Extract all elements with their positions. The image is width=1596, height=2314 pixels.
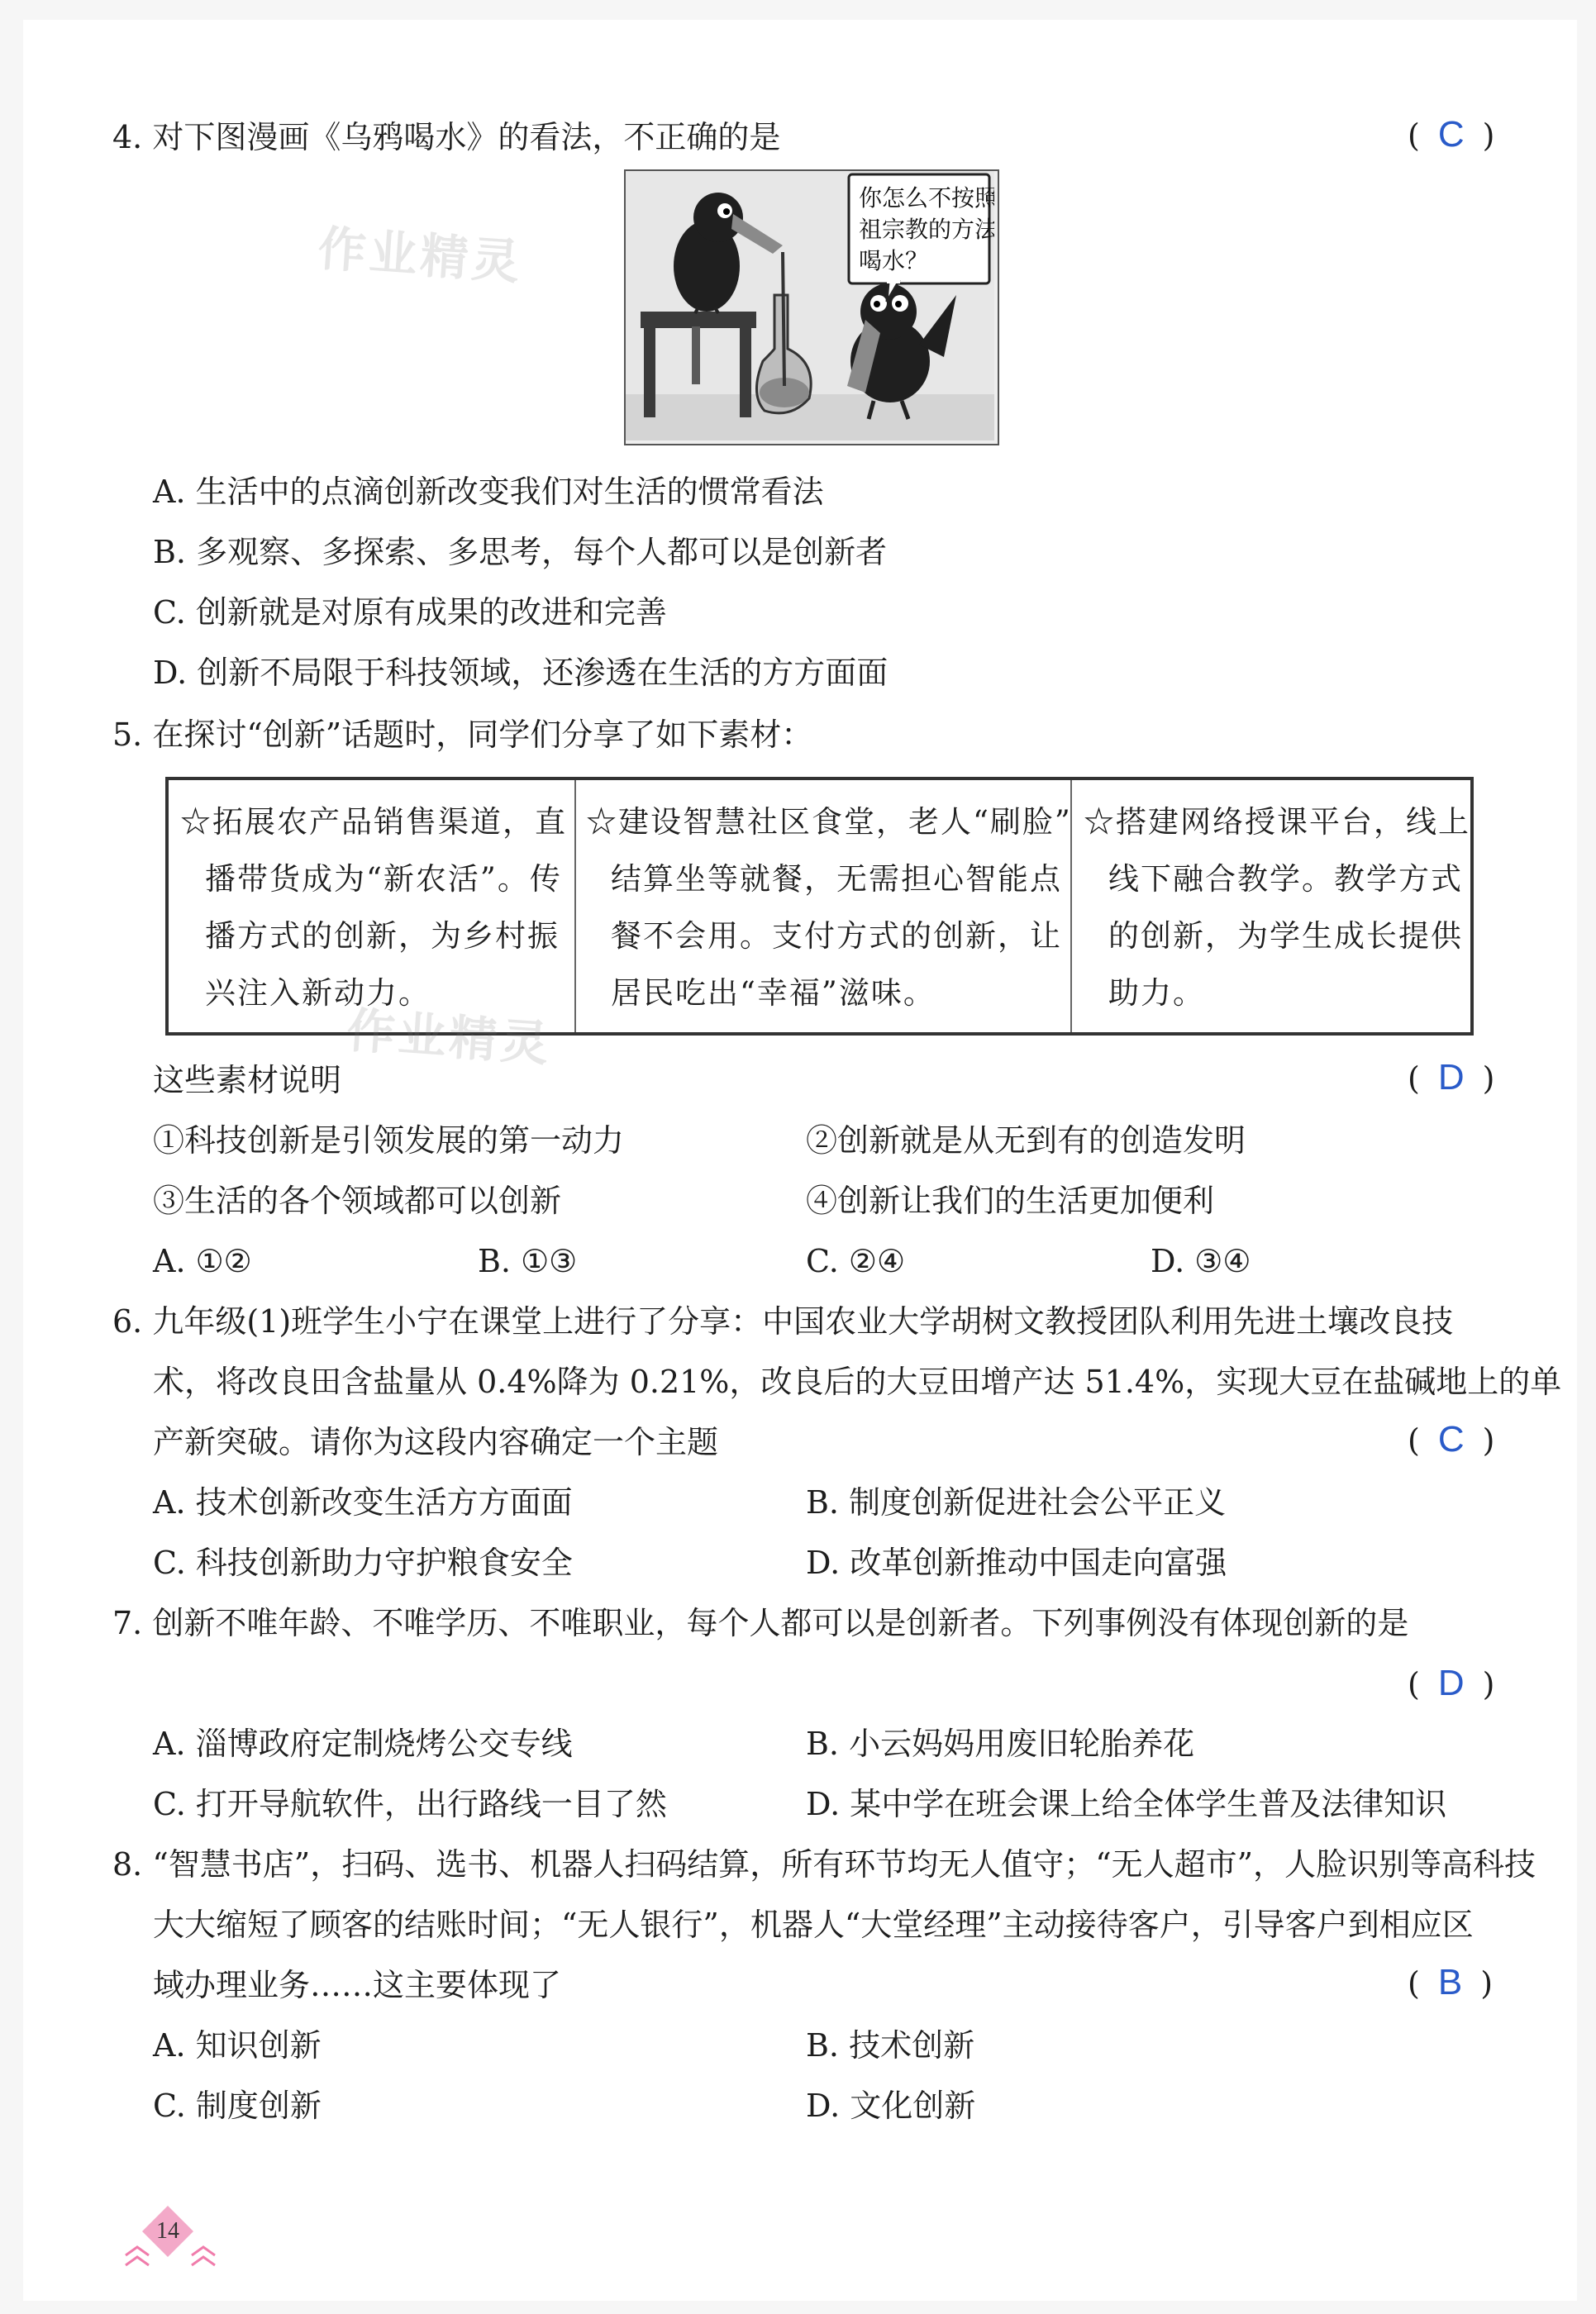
material-1-line-2: 播带货成为“新农活”。传: [205, 861, 562, 897]
material-2-line-1: ☆建设智慧社区食堂，老人“刷脸”: [586, 804, 1072, 840]
q5-answer: ( D ): [1408, 1057, 1495, 1097]
q8-answer: ( B ): [1408, 1962, 1494, 2002]
q5-statement-1: ①科技创新是引领发展的第一动力: [153, 1122, 625, 1159]
q5-stem: 5. 在探讨“创新”话题时，同学们分享了如下素材：: [112, 717, 813, 753]
speech-line-3: 喝水？: [859, 247, 929, 274]
q5-statement-3: ③生活的各个领域都可以创新: [153, 1183, 562, 1219]
q4-option-d: D. 创新不局限于科技领域，还渗透在生活的方方面面: [153, 655, 889, 691]
q5-statement-4: ④创新让我们的生活更加便利: [806, 1183, 1215, 1219]
q4-option-c: C. 创新就是对原有成果的改进和完善: [153, 594, 667, 631]
q4-answer: ( C ): [1408, 114, 1495, 155]
q7-option-a: A. 淄博政府定制烧烤公交专线: [153, 1726, 573, 1762]
material-1-line-3: 播方式的创新，为乡村振: [205, 918, 560, 954]
material-3-line-1: ☆搭建网络授课平台，线上: [1084, 804, 1470, 840]
q8-option-b: B. 技术创新: [806, 2027, 975, 2064]
q8-line-3: 域办理业务……这主要体现了: [153, 1967, 562, 2003]
q8-option-a: A. 知识创新: [153, 2027, 322, 2064]
q8-line-1: 8. “智慧书店”，扫码、选书、机器人扫码结算，所有环节均无人值守；“无人超市”，人脸识别等高科技: [112, 1846, 1536, 1883]
q5-answer-letter: D: [1437, 1057, 1465, 1097]
q4-stem: 4. 对下图漫画《乌鸦喝水》的看法，不正确的是: [112, 119, 781, 155]
q8-answer-letter: B: [1437, 1962, 1463, 2002]
q7-answer-letter: D: [1437, 1663, 1465, 1703]
material-2-line-4: 居民吃出“幸福”滋味。: [611, 975, 936, 1011]
q4-option-b: B. 多观察、多探索、多思考，每个人都可以是创新者: [153, 534, 888, 570]
crow-cartoon-drawing: [626, 171, 994, 440]
q6-answer: ( C ): [1408, 1419, 1495, 1459]
q8-option-c: C. 制度创新: [153, 2088, 322, 2124]
material-3-line-4: 助力。: [1108, 975, 1205, 1011]
q6-answer-letter: C: [1437, 1419, 1465, 1459]
q7-option-d: D. 某中学在班会课上给全体学生普及法律知识: [806, 1786, 1447, 1822]
q8-option-d: D. 文化创新: [806, 2088, 976, 2124]
page-number: 14: [156, 2218, 179, 2244]
q4-answer-letter: C: [1437, 114, 1465, 155]
q8-line-2: 大大缩短了顾客的结账时间；“无人银行”，机器人“大堂经理”主动接待客户，引导客户到相应区: [153, 1907, 1474, 1943]
material-1-line-4: 兴注入新动力。: [205, 975, 431, 1011]
q6-option-c: C. 科技创新助力守护粮食安全: [153, 1545, 573, 1581]
speech-line-1: 你怎么不按照: [859, 184, 994, 212]
watermark-2: 作业精灵: [345, 1002, 554, 1073]
q7-stem: 7. 创新不唯年龄、不唯学历、不唯职业，每个人都可以是创新者。下列事例没有体现创新的是: [112, 1605, 1409, 1641]
q7-option-c: C. 打开导航软件，出行路线一目了然: [153, 1786, 667, 1822]
q6-option-a: A. 技术创新改变生活方方面面: [153, 1484, 573, 1521]
q4-option-a: A. 生活中的点滴创新改变我们对生活的惯常看法: [153, 474, 824, 510]
material-2-line-2: 结算坐等就餐，无需担心智能点: [611, 861, 1062, 897]
material-1-line-1: ☆拓展农产品销售渠道，直: [180, 804, 567, 840]
material-cell-3: [1072, 780, 1470, 1032]
crow-cartoon-image: [624, 169, 999, 445]
q6-line-2: 术，将改良田含盐量从 0.4%降为 0.21%，改良后的大豆田增产达 51.4%，实现大豆在盐碱地上的单: [153, 1364, 1562, 1400]
q5-option-a: A. ①②: [153, 1243, 252, 1279]
q5-option-b: B. ①③: [478, 1243, 578, 1279]
q6-line-1: 6. 九年级(1)班学生小宁在课堂上进行了分享：中国农业大学胡树文教授团队利用先进土壤改良技: [112, 1303, 1454, 1340]
q5-option-c: C. ②④: [806, 1243, 906, 1279]
material-3-line-2: 线下融合教学。教学方式: [1108, 861, 1463, 897]
q6-option-b: B. 制度创新促进社会公平正义: [806, 1484, 1227, 1521]
material-3-line-3: 的创新，为学生成长提供: [1108, 918, 1463, 954]
q7-answer: ( D ): [1408, 1663, 1495, 1703]
q7-option-b: B. 小云妈妈用废旧轮胎养花: [806, 1726, 1195, 1762]
q6-option-d: D. 改革创新推动中国走向富强: [806, 1545, 1227, 1581]
watermark: 作业精灵: [316, 220, 525, 291]
q5-prompt: 这些素材说明: [153, 1062, 342, 1098]
material-cell-2: [576, 780, 1072, 1032]
speech-line-2: 祖宗教的方法: [859, 216, 994, 243]
material-2-line-3: 餐不会用。支付方式的创新，让: [611, 918, 1062, 954]
wave-decoration-icon: [122, 2244, 218, 2269]
q5-statement-2: ②创新就是从无到有的创造发明: [806, 1122, 1246, 1159]
q6-line-3: 产新突破。请你为这段内容确定一个主题: [153, 1424, 719, 1460]
q5-option-d: D. ③④: [1151, 1243, 1251, 1279]
